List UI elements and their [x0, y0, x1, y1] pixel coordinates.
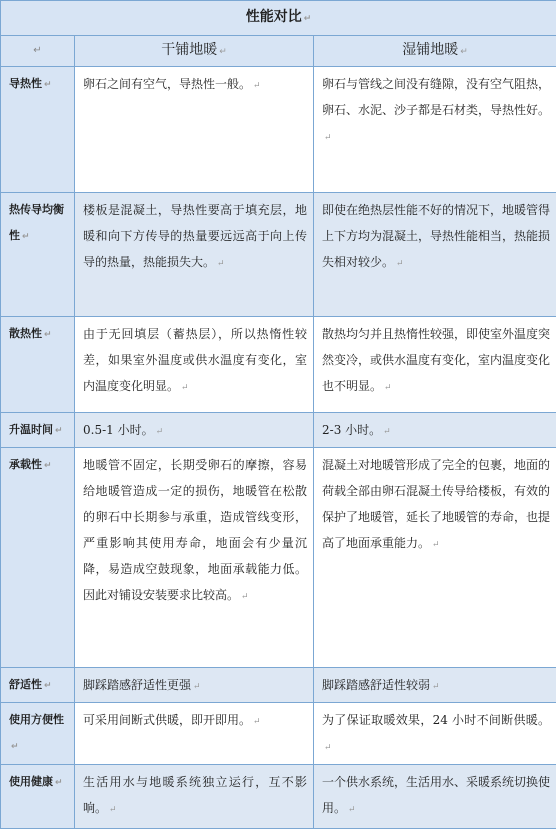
table-title-text: 性能对比: [246, 9, 302, 25]
row-label: 散热性 ↵: [1, 317, 75, 413]
row-label: 升温时间 ↵: [1, 413, 75, 448]
table-row: [1, 67, 556, 193]
row-label: 舒适性 ↵: [1, 668, 75, 703]
cell-wet: 脚踩踏感舒适性较弱 ↵: [314, 668, 556, 703]
header-wet: 湿铺地暖 ↵: [314, 36, 556, 67]
cell-wet: 一个供水系统，生活用水、采暖系统切换使用。 ↵: [314, 765, 556, 829]
cell-wet: 混凝土对地暖管形成了完全的包裹，地面的荷载全部由卵石混凝土传导给楼板，有效的保护了地暖管，延长了地暖管的寿命，也提高了地面承重能力。 ↵: [314, 448, 556, 668]
cell-wet: 卵石与管线之间没有缝隙，没有空气阻热，卵石、水泥、沙子都是石材类，导热性好。↵: [314, 67, 556, 193]
title-row: [1, 1, 556, 36]
header-row: [1, 36, 556, 67]
row-label: 使用方便性↵: [1, 703, 75, 765]
row-label: 使用健康 ↵: [1, 765, 75, 829]
cell-dry: 地暖管不固定，长期受卵石的摩擦，容易给地暖管造成一定的损伤，地暖管在松散的卵石中长期参与承重，造成管线变形，严重影响其使用寿命，地面会有少量沉降，易造成空鼓现象，地面承载能力低。因此对铺设安装要求比较高。 ↵: [75, 448, 314, 668]
cell-wet: 即使在绝热层性能不好的情况下，地暖管得上下方均为混凝土，导热性能相当，热能损失相对较少。 ↵: [314, 193, 556, 317]
cell-wet: 2-3 小时。 ↵: [314, 413, 556, 448]
table-title: 性能对比 ↵: [1, 1, 556, 36]
table-row: [1, 317, 556, 413]
row-label: 热传导均衡性 ↵: [1, 193, 75, 317]
table-row: [1, 413, 556, 448]
table-row: [1, 193, 556, 317]
cell-dry: 生活用水与地暖系统独立运行，互不影响。 ↵: [75, 765, 314, 829]
header-dry: 干铺地暖 ↵: [75, 36, 314, 67]
cell-dry: 0.5-1 小时。 ↵: [75, 413, 314, 448]
table-row: [1, 448, 556, 668]
table-row: [1, 703, 556, 765]
cell-dry: 可采用间断式供暖，即开即用。 ↵: [75, 703, 314, 765]
cell-wet: 为了保证取暖效果，24 小时不间断供暖。↵: [314, 703, 556, 765]
cell-dry: 脚踩踏感舒适性更强 ↵: [75, 668, 314, 703]
header-corner: ↵: [1, 36, 75, 67]
cell-dry: 卵石之间有空气，导热性一般。 ↵: [75, 67, 314, 193]
table-row: [1, 765, 556, 829]
cell-wet: 散热均匀并且热惰性较强，即使室外温度突然变冷，或供水温度有变化，室内温度变化也不明显。 ↵: [314, 317, 556, 413]
cell-dry: 楼板是混凝土，导热性要高于填充层，地暖和向下方传导的热量要远远高于向上传导的热量，热能损失大。 ↵: [75, 193, 314, 317]
row-label: 承载性 ↵: [1, 448, 75, 668]
row-label: 导热性 ↵: [1, 67, 75, 193]
cell-dry: 由于无回填层（蓄热层），所以热惰性较差，如果室外温度或供水温度有变化，室内温度变化明显。 ↵: [75, 317, 314, 413]
table-row: [1, 668, 556, 703]
